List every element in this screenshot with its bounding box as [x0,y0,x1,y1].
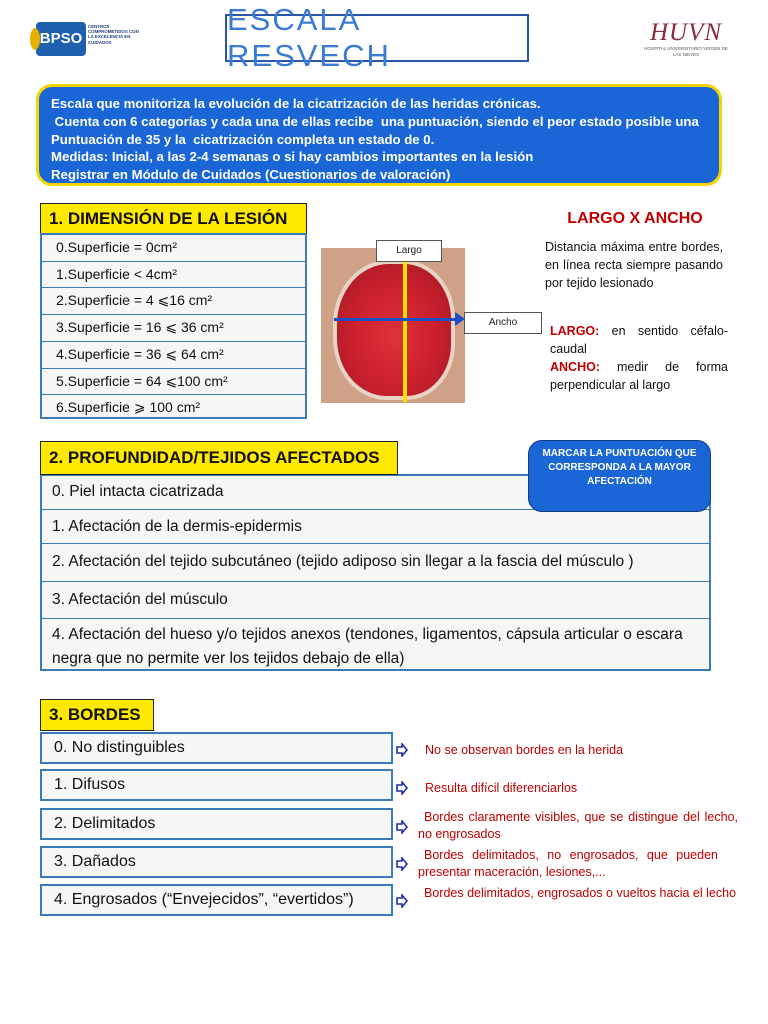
intro-line: Registrar en Módulo de Cuidados (Cuestionarios de valoración) [51,167,451,183]
table-row: 0.Superficie = 0cm² [56,239,177,255]
ancho-image-label: Ancho [464,312,542,334]
huvn-logo-text: HUVN [649,19,723,46]
table-row: 6.Superficie ⩾ 100 cm² [42,394,305,418]
section3-title: 3. BORDES [40,699,154,731]
table-row: 3.Superficie = 16 ⩽ 36 cm² [42,314,305,341]
intro-line: Puntuación de 35 y la cicatrización completa un estado de 0. [51,131,435,147]
intro-line: Cuenta con 6 categorías y cada una de ellas recibe una puntuación, siendo el peor estado posible una [51,113,699,129]
bordes-note: Bordes delimitados, engrosados o vueltos hacia el lecho [424,886,736,900]
table-row: 1.Superficie < 4cm² [42,261,305,288]
bordes-note: Bordes delimitados, no engrosados, que pueden presentar maceración, lesiones,... [418,848,718,879]
largo-ancho-description: Distancia máxima entre bordes, en línea recta siempre pasando por tejido lesionado [545,240,723,290]
wound-bed [333,260,455,400]
largo-image-label: Largo [376,240,442,262]
intro-line: Medidas: Inicial, a las 2-4 semanas o si hay cambios importantes en la lesión [51,149,534,165]
table-row: 1. Afectación de la dermis-epidermis [42,509,709,543]
bordes-note: Bordes claramente visibles, que se distingue del lecho, no engrosados [418,810,738,841]
largo-ancho-title: LARGO X ANCHO [567,210,703,227]
bpso-logo [36,22,139,58]
row-line: 4. Afectación del hueso y/o tejidos anexos (tendones, ligamentos, cápsula articular o escara [52,626,683,643]
intro-line: Escala que monitoriza la evolución de la cicatrización de las heridas crónicas. [51,96,541,111]
arrow-right-icon [396,781,408,795]
section2-note: MARCAR LA PUNTUACIÓN QUE CORRESPONDA A LA MAYOR AFECTACIÓN [528,440,711,512]
section1-title: 1. DIMENSIÓN DE LA LESIÓN [40,203,307,235]
bpso-logo-subtitle: CENTROS COMPROMETIDOS CON LA EXCELENCIA EN CUIDADOS [88,24,139,45]
table-row: 2. Delimitados [40,808,393,840]
ancho-definition [550,358,728,394]
table-row: 3. Dañados [40,846,393,878]
table-row: 4. Engrosados (“Envejecidos”, “evertidos”) [40,884,393,916]
table-row: 0. Piel intacta cicatrizada [52,483,224,500]
table-row: 4.Superficie = 36 ⩽ 64 cm² [42,341,305,368]
ancho-text: medir de forma perpendicular al largo [550,360,728,392]
arrow-right-icon [396,743,408,757]
largo-measure-line [403,260,407,402]
table-row: 1. Difusos [40,769,393,801]
page-title: ESCALA RESVECH [225,14,529,62]
largo-label: LARGO: [550,324,600,338]
huvn-logo [640,20,732,60]
arrow-right-icon [396,857,408,871]
largo-definition [550,322,728,358]
section3-table [40,729,393,916]
intro-box [36,84,722,186]
table-row: 0. No distinguibles [40,732,393,764]
table-row: 2.Superficie = 4 ⩽16 cm² [42,287,305,314]
table-row: 3. Afectación del músculo [42,581,709,618]
largo-ancho-definitions [550,322,728,394]
table-row: 2. Afectación del tejido subcutáneo (tejido adiposo sin llegar a la fascia del músculo ) [42,543,709,581]
largo-text: en sentido céfalo-caudal [550,324,728,356]
section1-table [40,233,307,419]
bordes-note: Resulta difícil diferenciarlos [425,781,578,795]
arrow-right-icon [396,894,408,908]
huvn-logo-subtitle: HOSPITAL UNIVERSITARIO VIRGEN DE LAS NIEVES [644,46,728,57]
ancho-measure-line [334,318,458,321]
section2-title: 2. PROFUNDIDAD/TEJIDOS AFECTADOS [40,441,398,475]
bordes-note: No se observan bordes en la herida [425,743,624,757]
arrow-right-icon [396,820,408,834]
table-row [42,618,709,669]
bpso-logo-badge: BPSO [36,22,86,56]
row-line: negra que no permite ver los tejidos debajo de ella) [52,650,405,667]
wound-photo [321,248,465,403]
ancho-label: ANCHO: [550,360,600,374]
table-row: 5.Superficie = 64 ⩽100 cm² [42,368,305,395]
